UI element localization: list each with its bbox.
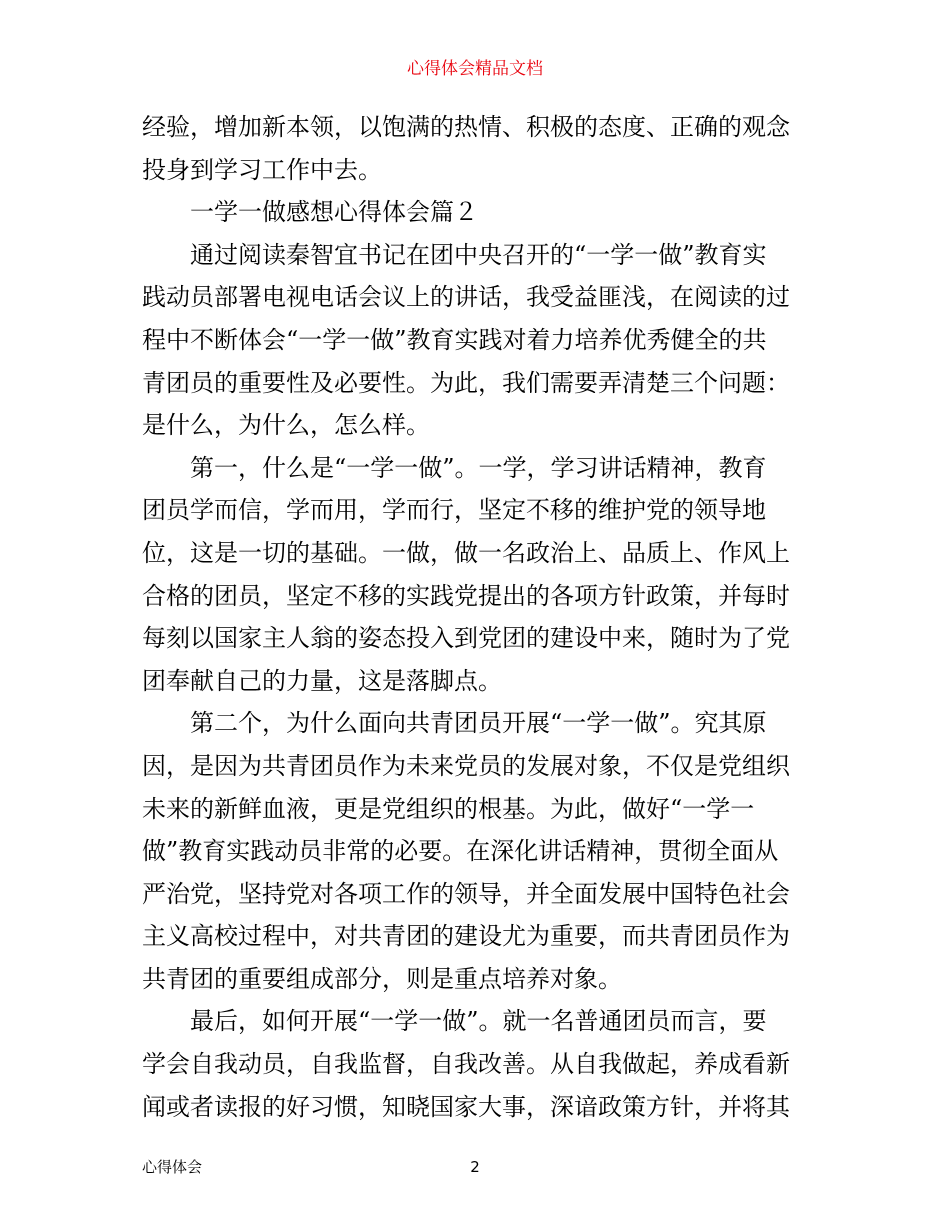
text-line: 最后，如何开展“一学一做”。就一名普通团员而言，要 xyxy=(190,1007,767,1036)
text-line: 合格的团员，坚定不移的实践党提出的各项方针政策，并每时 xyxy=(142,581,790,610)
text-line: 位，这是一切的基础。一做，做一名政治上、品质上、作风上 xyxy=(142,538,790,567)
document-body xyxy=(142,106,814,1128)
text-line: 主义高校过程中，对共青团的建设尤为重要，而共青团员作为 xyxy=(142,922,790,951)
text-line: 因，是因为共青团员作为未来党员的发展对象，不仅是党组织 xyxy=(142,751,790,780)
text-line: 未来的新鲜血液，更是党组织的根基。为此，做好“一学一 xyxy=(142,794,755,823)
text-line: 经验，增加新本领，以饱满的热情、积极的态度、正确的观念 xyxy=(142,113,790,141)
page-header-title: 心得体会精品文档 xyxy=(407,59,543,79)
text-line: 闻或者读报的好习惯，知晓国家大事，深谙政策方针，并将其 xyxy=(142,1092,790,1121)
text-line: 青团员的重要性及必要性。为此，我们需要弄清楚三个问题： xyxy=(142,368,790,397)
page-number: 2 xyxy=(470,1158,480,1176)
text-line: 团员学而信，学而用，学而行，坚定不移的维护党的领导地 xyxy=(142,496,766,525)
text-line: 第二个，为什么面向共青团员开展“一学一做”。究其原 xyxy=(190,709,767,738)
text-line: 投身到学习工作中去。 xyxy=(142,155,382,184)
text-line: 践动员部署电视电话会议上的讲话，我受益匪浅，在阅读的过 xyxy=(142,283,790,312)
text-line: 通过阅读秦智宜书记在团中央召开的“一学一做”教育实 xyxy=(190,240,767,269)
text-line: 第一，什么是“一学一做”。一学，学习讲话精神，教育 xyxy=(190,453,767,482)
text-line: 是什么，为什么，怎么样。 xyxy=(142,411,430,440)
text-line: 做”教育实践动员非常的必要。在深化讲话精神，贯彻全面从 xyxy=(142,837,779,866)
text-line: 学会自我动员，自我监督，自我改善。从自我做起，养成看新 xyxy=(142,1050,790,1079)
footer-label: 心得体会 xyxy=(142,1158,203,1176)
text-line: 一学一做感想心得体会篇２ xyxy=(190,198,478,227)
text-line: 每刻以国家主人翁的姿态投入到党团的建设中来，随时为了党 xyxy=(142,624,790,653)
page-footer xyxy=(0,1156,950,1178)
text-line: 严治党，坚持党对各项工作的领导，并全面发展中国特色社会 xyxy=(142,879,790,908)
text-line: 程中不断体会“一学一做”教育实践对着力培养优秀健全的共 xyxy=(142,325,767,354)
text-line: 共青团的重要组成部分，则是重点培养对象。 xyxy=(142,964,622,993)
text-line: 团奉献自己的力量，这是落脚点。 xyxy=(142,666,502,695)
